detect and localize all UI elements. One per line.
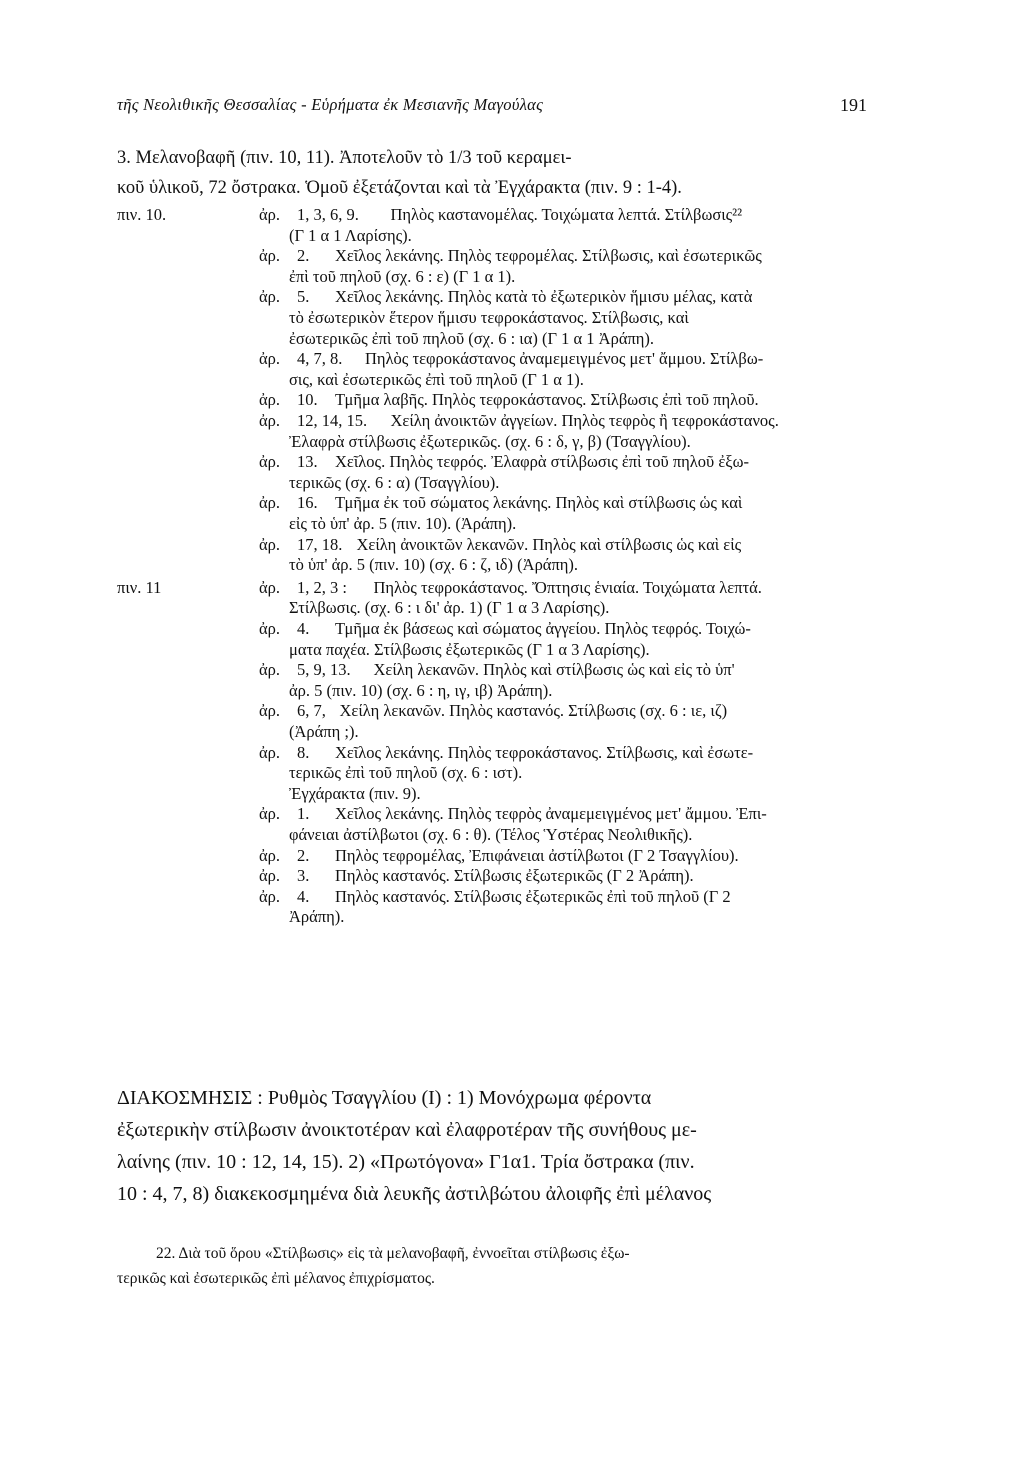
running-header	[117, 95, 867, 121]
entry-label: ἀρ.	[259, 493, 281, 513]
running-title: τῆς Νεολιθικῆς Θεσσαλίας - Εὑρήματα ἐκ Μεσιανῆς Μαγούλας	[117, 95, 544, 114]
entry-text-line: (Γ 1 α 1 Λαρίσης).	[289, 225, 412, 245]
entry-text-line: Χείλη λεκανῶν. Πηλὸς καὶ στίλβωσις ὡς καὶ εἰς τὸ ὑπ'	[373, 660, 735, 680]
entry-number: 3.	[297, 866, 310, 886]
entry-label: ἀρ.	[259, 390, 281, 410]
entry-label: ἀρ.	[259, 742, 281, 762]
entry-text-line: Τμῆμα λαβῆς. Πηλὸς τεφροκάστανος. Στίλβωσις ἐπὶ τοῦ πηλοῦ.	[335, 390, 759, 410]
entry-text-line: Πηλὸς καστανός. Στίλβωσις ἐξωτερικῶς (Γ 2 Ἀράπη).	[335, 866, 694, 886]
entry-label: ἀρ.	[259, 287, 281, 307]
entry-text-line: Χεῖλος λεκάνης. Πηλὸς τεφρὸς ἀναμεμειγμένος μετ' ἄμμου. Ἐπι-	[335, 804, 767, 824]
entry-text-line: Χεῖλος λεκάνης. Πηλὸς τεφροκάστανος. Στίλβωσις, καὶ ἐσωτε-	[335, 742, 754, 762]
entry-text-line: Ἐλαφρὰ στίλβωσις ἐξωτερικῶς. (σχ. 6 : δ, γ, β) (Τσαγγλίου).	[289, 431, 691, 451]
entry-text-line: Πηλὸς τεφροκάστανος. Ὄπτησις ἑνιαία. Τοιχώματα λεπτά.	[373, 577, 762, 597]
entry-label: ἀρ.	[259, 411, 281, 430]
entry-number: 8.	[297, 742, 310, 762]
entry-number: 1, 2, 3 :	[297, 577, 347, 597]
entry-label: ἀρ.	[259, 452, 281, 472]
footnote-line: 22. Διὰ τοῦ ὅρου «Στίλβωσις» εἰς τὰ μελανοβαφῆ, ἐννοεῖται στίλβωσις ἐξω-	[156, 1245, 630, 1262]
entry-label: ἀρ.	[259, 205, 281, 224]
entry-label: ἀρ.	[259, 619, 281, 638]
entry-text-line: σις, καὶ ἐσωτερικῶς ἐπὶ τοῦ πηλοῦ (Γ 1 α 1).	[289, 369, 584, 389]
entry-text-line: ἀρ. 5 (πιν. 10) (σχ. 6 : η, ιγ, ιβ) Ἀράπη).	[289, 680, 553, 700]
entry-text-line: Ἀράπη).	[289, 907, 345, 927]
entry-label: ἀρ.	[259, 534, 281, 554]
entry-number: 12, 14, 15.	[297, 411, 368, 430]
entry-label: ἀρ.	[259, 886, 281, 906]
entry-text-line: Πηλὸς καστανομέλας. Τοιχώματα λεπτά. Στίλβωσις²²	[390, 205, 743, 224]
entry-number: 4, 7, 8.	[297, 349, 343, 369]
entry-number: 2.	[297, 246, 310, 266]
entry-label: ἀρ.	[259, 660, 281, 680]
decoration-line: λαίνης (πιν. 10 : 12, 14, 15). 2) «Πρωτόγονα» Γ1α1. Τρία ὄστρακα (πιν.	[117, 1151, 695, 1173]
entry-text-line: φάνειαι ἀστίλβωτοι (σχ. 6 : θ). (Τέλος Ὑστέρας Νεολιθικῆς).	[289, 825, 693, 844]
entry-text-line: Πηλὸς τεφροκάστανος ἀναμεμειγμένος μετ' ἄμμου. Στίλβω-	[365, 349, 764, 369]
entry-text-line: Χείλη ἀνοικτῶν ἀγγείων. Πηλὸς τεφρὸς ἢ τεφροκάστανος.	[390, 411, 779, 430]
entry-text-line: Στίλβωσις. (σχ. 6 : ι δι' ἀρ. 1) (Γ 1 α 3 Λαρίσης).	[289, 598, 610, 618]
entry-text-line: Πηλὸς τεφρομέλας, Ἐπιφάνειαι ἀστίλβωτοι (Γ 2 Τσαγγλίου).	[335, 845, 739, 865]
decoration-line: ΔΙΑΚΟΣΜΗΣΙΣ : Ρυθμὸς Τσαγγλίου (Ι) : 1) Μονόχρωμα φέροντα	[117, 1087, 652, 1109]
entry-text-line: Χείλη λεκανῶν. Πηλὸς καστανός. Στίλβωσις (σχ. 6 : ιε, ιζ)	[339, 701, 728, 721]
entry-text-line: ματα παχέα. Στίλβωσις ἐξωτερικῶς (Γ 1 α 3 Λαρίσης).	[289, 639, 650, 659]
page-number: 191	[840, 95, 867, 115]
footnote-line: τερικῶς καὶ ἐσωτερικῶς ἐπὶ μέλανος ἐπιχρίσματος.	[117, 1270, 435, 1287]
entry-label: ἀρ.	[259, 804, 281, 824]
entry-label: ἀρ.	[259, 246, 281, 266]
entry-number: 1.	[297, 804, 310, 824]
entry-number: 4.	[297, 619, 310, 638]
decoration-line: 10 : 4, 7, 8) διακεκοσμημένα διὰ λευκῆς ἀστιλβώτου ἀλοιφῆς ἐπὶ μέλανος	[117, 1183, 712, 1205]
entry-text-line: Χεῖλος λεκάνης. Πηλὸς τεφρομέλας. Στίλβωσις, καὶ ἐσωτερικῶς	[335, 246, 762, 266]
entry-label: ἀρ.	[259, 845, 281, 865]
entry-text-line: τερικῶς ἐπὶ τοῦ πηλοῦ (σχ. 6 : ιστ).	[289, 763, 523, 783]
entry-label: ἀρ.	[259, 577, 281, 597]
entry-label: ἀρ.	[259, 866, 281, 886]
entry-text-line: ἐσωτερικῶς ἐπὶ τοῦ πηλοῦ (σχ. 6 : ια) (Γ 1 α 1 Ἀράπη).	[289, 328, 655, 348]
entry-text-line: Πηλὸς καστανός. Στίλβωσις ἐξωτερικῶς ἐπὶ τοῦ πηλοῦ (Γ 2	[335, 886, 731, 906]
entry-text-line: Τμῆμα ἐκ βάσεως καὶ σώματος ἀγγείου. Πηλὸς τεφρός. Τοιχώ-	[335, 619, 751, 638]
entry-number: 17, 18.	[297, 534, 343, 554]
entry-number: 2.	[297, 845, 310, 865]
entry-text-line: Τμῆμα ἐκ τοῦ σώματος λεκάνης. Πηλὸς καὶ στίλβωσις ὡς καὶ	[335, 493, 743, 513]
entry-number: 6, 7,	[297, 701, 326, 721]
section-heading-line: 3. Μελανοβαφῆ (πιν. 10, 11). Ἀποτελοῦν τὸ 1/3 τοῦ κεραμει-	[117, 148, 572, 168]
entry-number: 4.	[297, 886, 310, 906]
entry-text-line: (Ἀράπη ;).	[289, 722, 359, 741]
decoration-line: ἐξωτερικὴν στίλβωσιν ἀνοικτοτέραν καὶ ἐλαφροτέραν τῆς συνήθους με-	[117, 1119, 697, 1141]
entry-label: ἀρ.	[259, 701, 281, 721]
entry-text-line: Χείλη ἀνοικτῶν λεκανῶν. Πηλὸς καὶ στίλβωσις ὡς καὶ εἰς	[356, 534, 742, 554]
entry-number: 5, 9, 13.	[297, 660, 351, 680]
entry-text-line: τὸ ἐσωτερικὸν ἕτερον ἥμισυ τεφροκάστανος. Στίλβωσις, καὶ	[289, 308, 689, 327]
entry-text-line: Ἐγχάρακτα (πιν. 9).	[289, 783, 421, 803]
intro-line: κοῦ ὑλικοῦ, 72 ὄστρακα. Ὁμοῦ ἐξετάζονται καὶ τὰ Ἐγχάρακτα (πιν. 9 : 1-4).	[117, 178, 682, 198]
entry-text-line: ἐπὶ τοῦ πηλοῦ (σχ. 6 : ε) (Γ 1 α 1).	[289, 266, 516, 286]
entry-text-line: τερικῶς (σχ. 6 : α) (Τσαγγλίου).	[289, 472, 500, 492]
entry-number: 16.	[297, 493, 318, 513]
plate-label: πιν. 11	[117, 577, 162, 597]
entry-text-line: Χεῖλος λεκάνης. Πηλὸς κατὰ τὸ ἐξωτερικὸν ἥμισυ μέλας, κατὰ	[335, 287, 753, 307]
entry-number: 1, 3, 6, 9.	[297, 205, 359, 224]
entry-text-line: εἰς τὸ ὑπ' ἀρ. 5 (πιν. 10). (Ἀράπη).	[289, 514, 517, 533]
entry-number: 13.	[297, 452, 318, 472]
entry-number: 10.	[297, 390, 318, 410]
entry-label: ἀρ.	[259, 349, 281, 369]
entry-number: 5.	[297, 287, 310, 307]
entry-text-line: τὸ ὑπ' ἀρ. 5 (πιν. 10) (σχ. 6 : ζ, ιδ) (Ἀράπη).	[289, 555, 579, 575]
entry-text-line: Χεῖλος. Πηλὸς τεφρός. Ἐλαφρὰ στίλβωσις ἐπὶ τοῦ πηλοῦ ἐξω-	[335, 452, 749, 472]
plate-label: πιν. 10.	[117, 205, 167, 224]
